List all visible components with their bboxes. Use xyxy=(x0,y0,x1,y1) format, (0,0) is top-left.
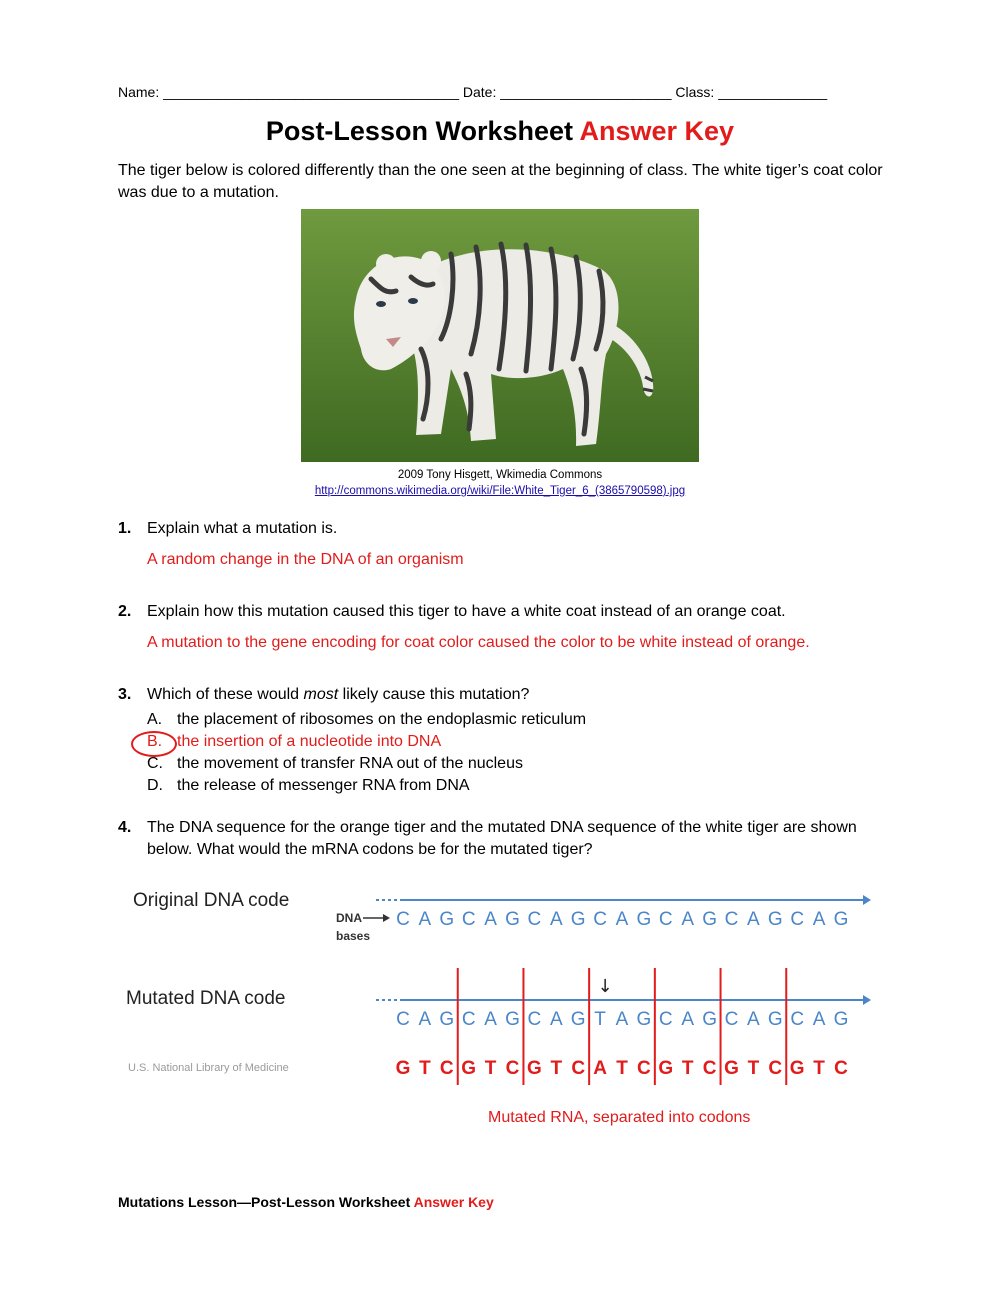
question-number: 3. xyxy=(118,686,132,703)
credit-text: 2009 Tony Hisgett, Wkimedia Commons xyxy=(397,469,603,481)
dna-base: A xyxy=(681,909,695,930)
rna-base: T xyxy=(813,1058,825,1079)
mutated-dna-base: C xyxy=(724,1009,739,1030)
source-label: U.S. National Library of Medicine xyxy=(128,1062,289,1074)
dna-diagram-svg xyxy=(118,870,888,1140)
question-number: 2. xyxy=(118,603,132,620)
mutated-bases-row xyxy=(396,1009,848,1030)
original-strand-arrow xyxy=(376,895,871,905)
tiger-illustration xyxy=(301,209,699,462)
dna-base: A xyxy=(418,909,432,930)
rna-caption: Mutated RNA, separated into codons xyxy=(488,1109,751,1126)
photo-credit xyxy=(0,467,1000,499)
rna-base: G xyxy=(658,1058,674,1079)
answer-2: A mutation to the gene encoding for coat color caused the color to be white instead of orange. xyxy=(147,634,810,651)
question-number: 1. xyxy=(118,520,132,537)
rna-base: T xyxy=(747,1058,760,1079)
intro-paragraph: The tiger below is colored differently than the one seen at the beginning of class. The white tiger’s coat color was due to a mutation. xyxy=(118,162,883,201)
mutated-dna-label: Mutated DNA code xyxy=(126,988,286,1009)
dna-base: G xyxy=(439,909,455,930)
rna-base: T xyxy=(616,1058,628,1079)
bases-label: bases xyxy=(336,929,371,943)
title-main: Post-Lesson Worksheet xyxy=(265,116,573,146)
original-bases-row xyxy=(396,909,848,930)
dna-base: G xyxy=(702,909,717,930)
mutated-dna-base: C xyxy=(790,1009,805,1030)
rna-base: T xyxy=(419,1058,431,1079)
dna-base: G xyxy=(505,909,520,930)
rna-base: T xyxy=(484,1058,497,1079)
dna-pointer-label: DNA xyxy=(336,911,362,925)
dna-base: C xyxy=(461,909,476,930)
dna-base: C xyxy=(396,909,410,930)
rna-codons-row xyxy=(396,1058,849,1079)
mutated-dna-base: T xyxy=(594,1009,606,1030)
rna-base: G xyxy=(527,1058,542,1079)
mutated-dna-base: A xyxy=(747,1009,760,1030)
rna-base: C xyxy=(834,1058,848,1079)
answer-1: A random change in the DNA of an organism xyxy=(147,551,464,568)
mutated-dna-base: A xyxy=(484,1009,497,1030)
dna-base: A xyxy=(484,909,497,930)
question-text: The DNA sequence for the orange tiger and the mutated DNA sequence of the white tiger are shown below. What would the mRNA codons be for the mutated tiger? xyxy=(147,819,857,858)
option-a: A. the placement of ribosomes on the endoplasmic reticulum xyxy=(147,711,587,728)
dna-base: C xyxy=(593,909,607,930)
mutated-dna-base: A xyxy=(418,1009,432,1030)
dna-base: C xyxy=(790,909,805,930)
rna-base: C xyxy=(637,1058,651,1079)
mutated-dna-base: C xyxy=(527,1009,542,1030)
dna-base: A xyxy=(549,909,563,930)
mutated-dna-base: A xyxy=(681,1009,695,1030)
rna-base: A xyxy=(593,1058,607,1079)
mutated-dna-base: G xyxy=(439,1009,455,1030)
rna-base: C xyxy=(505,1058,520,1079)
page-title xyxy=(0,116,1000,147)
mutated-dna-base: G xyxy=(767,1009,783,1030)
dna-base: C xyxy=(724,909,739,930)
dna-base: A xyxy=(812,909,826,930)
footer-main: Mutations Lesson—Post-Lesson Worksheet xyxy=(118,1194,411,1210)
mutated-strand-arrow xyxy=(376,995,871,1005)
dna-base: G xyxy=(767,909,783,930)
option-b-correct: B. the insertion of a nucleotide into DNA xyxy=(147,733,442,750)
question-number: 4. xyxy=(118,819,132,836)
rna-base: C xyxy=(571,1058,586,1079)
original-dna-label: Original DNA code xyxy=(133,890,290,911)
mutated-dna-base: G xyxy=(636,1009,652,1030)
rna-base: C xyxy=(439,1058,454,1079)
rna-base: G xyxy=(461,1058,477,1079)
dna-pointer-arrow xyxy=(363,914,390,922)
footer-answer-key: Answer Key xyxy=(413,1194,494,1210)
rna-base: C xyxy=(702,1058,717,1079)
question-text: Explain what a mutation is. xyxy=(147,520,338,537)
mutated-dna-base: G xyxy=(833,1009,849,1030)
rna-base: G xyxy=(724,1058,739,1079)
mutated-dna-base: A xyxy=(615,1009,629,1030)
insertion-arrow: ↓ xyxy=(597,976,613,997)
dna-mutation-diagram xyxy=(118,870,888,1140)
question-text: Explain how this mutation caused this tiger to have a white coat instead of an orange coat. xyxy=(147,603,786,620)
mutated-dna-base: C xyxy=(396,1009,410,1030)
footer xyxy=(118,1194,494,1210)
question-text: Which of these would most likely cause this mutation? xyxy=(147,686,530,703)
dna-base: G xyxy=(833,909,849,930)
dna-base: C xyxy=(658,909,673,930)
dna-base: G xyxy=(570,909,586,930)
mutated-dna-base: G xyxy=(702,1009,717,1030)
white-tiger-photo xyxy=(301,209,699,462)
rna-base: G xyxy=(789,1058,805,1079)
dna-base: C xyxy=(527,909,542,930)
credit-link[interactable]: http://commons.wikimedia.org/wiki/File:White_Tiger_6_(3865790598).jpg xyxy=(314,485,686,497)
dna-base: A xyxy=(747,909,760,930)
title-answer-key: Answer Key xyxy=(579,116,735,146)
mutated-dna-base: C xyxy=(658,1009,673,1030)
option-c: C. the movement of transfer RNA out of the nucleus xyxy=(147,755,523,772)
mutated-dna-base: C xyxy=(461,1009,476,1030)
rna-base: T xyxy=(681,1058,694,1079)
dna-base: A xyxy=(615,909,629,930)
mutated-dna-base: G xyxy=(570,1009,586,1030)
dna-base: G xyxy=(636,909,652,930)
emphasis-most: most xyxy=(303,686,339,703)
mutated-dna-base: A xyxy=(812,1009,826,1030)
mutated-dna-base: G xyxy=(505,1009,520,1030)
mutated-dna-base: A xyxy=(549,1009,563,1030)
rna-base: C xyxy=(768,1058,783,1079)
option-d: D. the release of messenger RNA from DNA xyxy=(147,777,470,794)
rna-base: G xyxy=(395,1058,411,1079)
name-date-class-line: Name: ______________________________________ Date: ______________________ Class: ______________ xyxy=(118,84,828,100)
rna-base: T xyxy=(550,1058,563,1079)
